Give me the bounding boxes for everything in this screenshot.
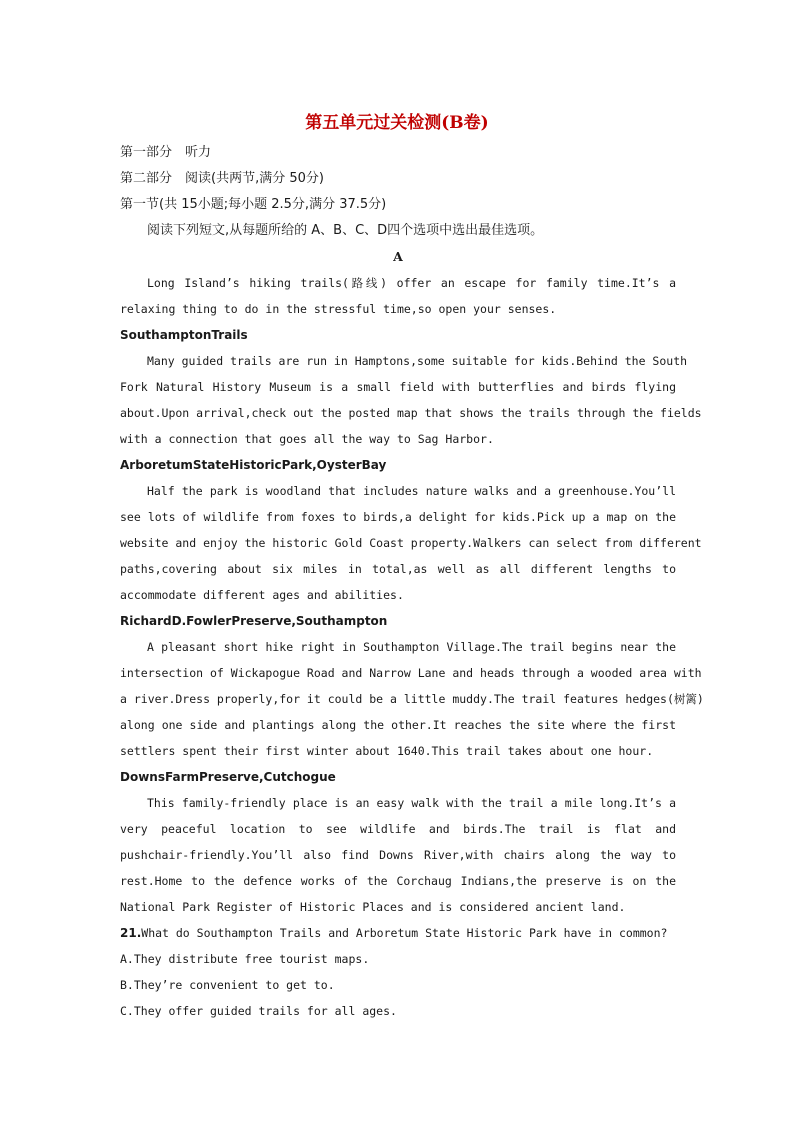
paragraph-line: website and enjoy the historic Gold Coast property.Walkers can select from different	[120, 536, 702, 550]
section-paragraph	[120, 790, 676, 920]
intro-paragraph	[120, 270, 676, 322]
paragraph-line: Half the park is woodland that includes nature walks and a greenhouse.You’ll	[147, 484, 676, 498]
section-paragraph	[120, 478, 702, 608]
question-text: What do Southampton Trails and Arboretum State Historic Park have in common?	[141, 926, 668, 940]
paragraph-line: Fork Natural History Museum is a small field with butterflies and birds flying	[120, 380, 676, 394]
section-heading: SouthamptonTrails	[120, 328, 248, 342]
question-21	[120, 920, 676, 946]
paragraph-line: rest.Home to the defence works of the Corchaug Indians,the preserve is on the	[120, 874, 676, 888]
paragraph-line: paths,covering about six miles in total,as well as all different lengths to	[120, 562, 676, 576]
answer-option-c: C.They offer guided trails for all ages.	[120, 1004, 397, 1018]
paragraph-line: National Park Register of Historic Places and is considered ancient land.	[120, 900, 626, 914]
paragraph-line: very peaceful location to see wildlife and birds.The trail is flat and	[120, 822, 676, 836]
paragraph-line: see lots of wildlife from foxes to birds,a delight for kids.Pick up a map on the	[120, 510, 676, 524]
section-heading: ArboretumStateHistoricPark,OysterBay	[120, 458, 387, 472]
answer-option-b: B.They’re convenient to get to.	[120, 978, 335, 992]
section-heading: RichardD.FowlerPreserve,Southampton	[120, 614, 388, 628]
page-title: 第五单元过关检测(B卷)	[305, 113, 489, 133]
paragraph-line: a river.Dress properly,for it could be a little muddy.The trail features hedges(树篱)	[120, 692, 704, 706]
paragraph-line: This family-friendly place is an easy walk with the trail a mile long.It’s a	[147, 796, 676, 810]
question-number: 21.	[120, 926, 142, 940]
paragraph-line: intersection of Wickapogue Road and Narrow Lane and heads through a wooded area with	[120, 666, 702, 680]
paragraph-line: with a connection that goes all the way to Sag Harbor.	[120, 432, 494, 446]
answer-option-a: A.They distribute free tourist maps.	[120, 952, 370, 966]
instruction-text: 阅读下列短文,从每题所给的 A、B、C、D四个选项中选出最佳选项。	[147, 223, 544, 238]
section-paragraph	[120, 634, 704, 764]
paragraph-line: Long Island’s hiking trails(路线) offer an escape for family time.It’s a	[147, 276, 676, 290]
part-one-heading: 第一节(共 15小题;每小题 2.5分,满分 37.5分)	[120, 197, 387, 212]
paragraph-line: about.Upon arrival,check out the posted map that shows the trails through the fields	[120, 406, 702, 420]
section-heading: DownsFarmPreserve,Cutchogue	[120, 770, 336, 784]
passage-label: A	[393, 249, 403, 264]
paragraph-line: settlers spent their first winter about 1640.This trail takes about one hour.	[120, 744, 654, 758]
section-listening: 第一部分 听力	[120, 145, 212, 160]
paragraph-line: relaxing thing to do in the stressful time,so open your senses.	[120, 302, 557, 316]
paragraph-line: pushchair-friendly.You’ll also find Downs River,with chairs along the way to	[120, 848, 676, 862]
paragraph-line: A pleasant short hike right in Southampton Village.The trail begins near the	[147, 640, 676, 654]
section-paragraph	[120, 348, 702, 452]
paragraph-line: along one side and plantings along the other.It reaches the site where the first	[120, 718, 676, 732]
section-reading: 第二部分 阅读(共两节,满分 50分)	[120, 171, 324, 186]
document-body	[120, 140, 704, 1024]
paragraph-line: accommodate different ages and abilities.	[120, 588, 404, 602]
paragraph-line: Many guided trails are run in Hamptons,some suitable for kids.Behind the South	[147, 354, 688, 368]
